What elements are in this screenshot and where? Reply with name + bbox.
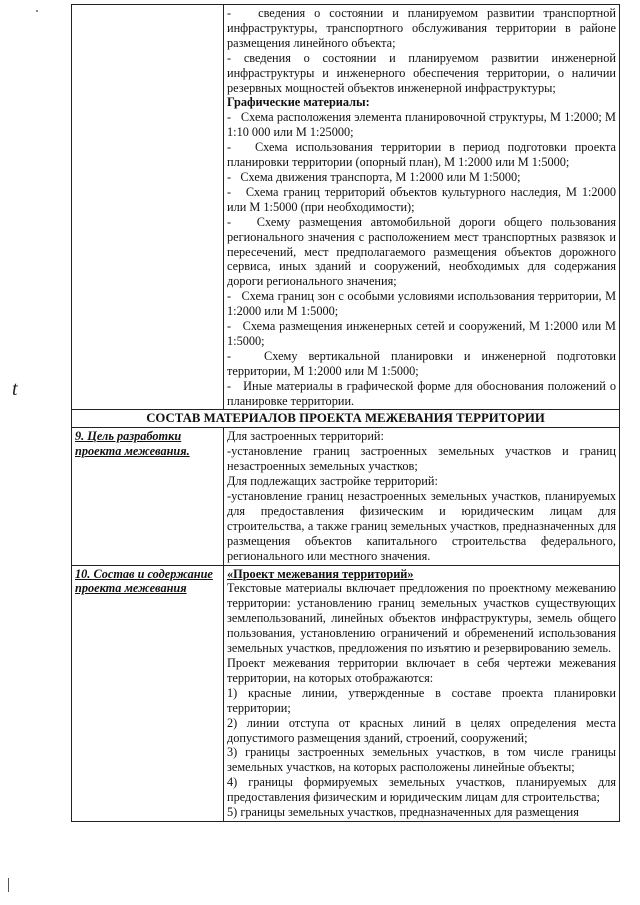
paragraph: Текстовые материалы включает предложения по проектному межеванию территории: установлению границ земельных участков существующих землепользований, линейных объектов инфраструктуры, земель общего пользования, установлению ограничений и обременений использования земельных участков, предложения по изъятию и резервированию земель. (227, 581, 616, 656)
paragraph: Для подлежащих застройке территорий: (227, 474, 438, 489)
list-item: - Схему размещения автомобильной дороги общего пользования регионального значения с расположением мест транспортных развязок и пересечений, мест предполагаемого размещения объектов дорожного сервиса, иных зданий и сооружений, необходимых для содержания дороги регионального значения; (227, 214, 616, 289)
list-item: 3) границы застроенных земельных участков, в том числе границы земельных участков, на которых расположены линейные объекты; (227, 745, 616, 775)
list-item: 4) границы формируемых земельных участков, планируемых для предоставления физическим и юридическим лицам для строительства; (227, 775, 616, 805)
requirements-table (71, 4, 620, 822)
list-item: - Схема движения транспорта, М 1:2000 или М 1:5000; (227, 169, 521, 184)
list-item: - Схема расположения элемента планировочной структуры, М 1:2000; М 1:10 000 или М 1:25000; (227, 110, 616, 140)
list-item: - Схема границ территорий объектов культурного наследия, М 1:2000 или М 1:5000 (при необходимости); (227, 184, 616, 214)
table-row-9 (72, 428, 620, 565)
empty-label-cell (72, 5, 224, 410)
paragraph: - сведения о состоянии и планируемом развитии инженерной инфраструктуры и инженерного обеспечения территории, о наличии резервных мощностей объектов инженерной инфраструктуры; (227, 50, 616, 95)
subsection-heading: «Проект межевания территорий» (227, 566, 414, 581)
section-title-row (72, 410, 620, 428)
scan-speck (36, 10, 38, 12)
label-cell (72, 565, 224, 821)
paragraph: - сведения о состоянии и планируемом развитии транспортной инфраструктуры, транспортного обслуживания территории в районе размещения линейного объекта; (227, 6, 616, 50)
list-item: - Схему вертикальной планировки и инженерной подготовки территории, М 1:2000 или М 1:5000; (227, 348, 616, 378)
content-cell (224, 428, 620, 565)
paragraph: -установление границ застроенных земельных участков и границ незастроенных земельных участков; (227, 444, 616, 474)
paragraph: Проект межевания территории включает в себя чертежи межевания территории, на которых отображаются: (227, 655, 616, 685)
list-item: 5) границы земельных участков, предназначенных для размещения (227, 805, 579, 820)
content-cell (224, 5, 620, 410)
list-item: - Иные материалы в графической форме для обоснования положений о планировке территории. (227, 378, 616, 408)
graphics-heading: Графические материалы: (227, 95, 370, 110)
content-cell (224, 565, 620, 821)
list-item: 2) линии отступа от красных линий в целях определения места допустимого размещения зданий, строений, сооружений; (227, 715, 616, 745)
list-item: - Схема границ зон с особыми условиями использования территории, М 1:2000 или М 1:5000; (227, 289, 616, 319)
row-label: 9. Цель разработки проекта межевания. (75, 429, 190, 459)
margin-handwritten-mark: t (12, 378, 18, 400)
list-item: - Схема размещения инженерных сетей и сооружений, М 1:2000 или М 1:5000; (227, 319, 616, 348)
paragraph: Для застроенных территорий: (227, 429, 384, 444)
label-cell (72, 428, 224, 565)
table-row-graphics (72, 5, 620, 410)
list-item: 1) красные линии, утвержденные в составе проекта планировки территории; (227, 685, 616, 715)
list-item: - Схема использования территории в период подготовки проекта планировки территории (опорный план), М 1:2000 или М 1:5000; (227, 140, 616, 170)
paragraph: -установление границ незастроенных земельных участков, планируемых для предоставления физическим и юридическим лицам для строительства, а также границ земельных участков, предназначенных для размещения объектов капитального строительства федерального, регионального или местного значения. (227, 489, 616, 563)
scan-edge-mark (8, 878, 9, 892)
section-title: СОСТАВ МАТЕРИАЛОВ ПРОЕКТА МЕЖЕВАНИЯ ТЕРРИТОРИИ (72, 410, 620, 428)
row-label: 10. Состав и содержание проекта межевания (75, 566, 213, 596)
table-row-10 (72, 565, 620, 821)
